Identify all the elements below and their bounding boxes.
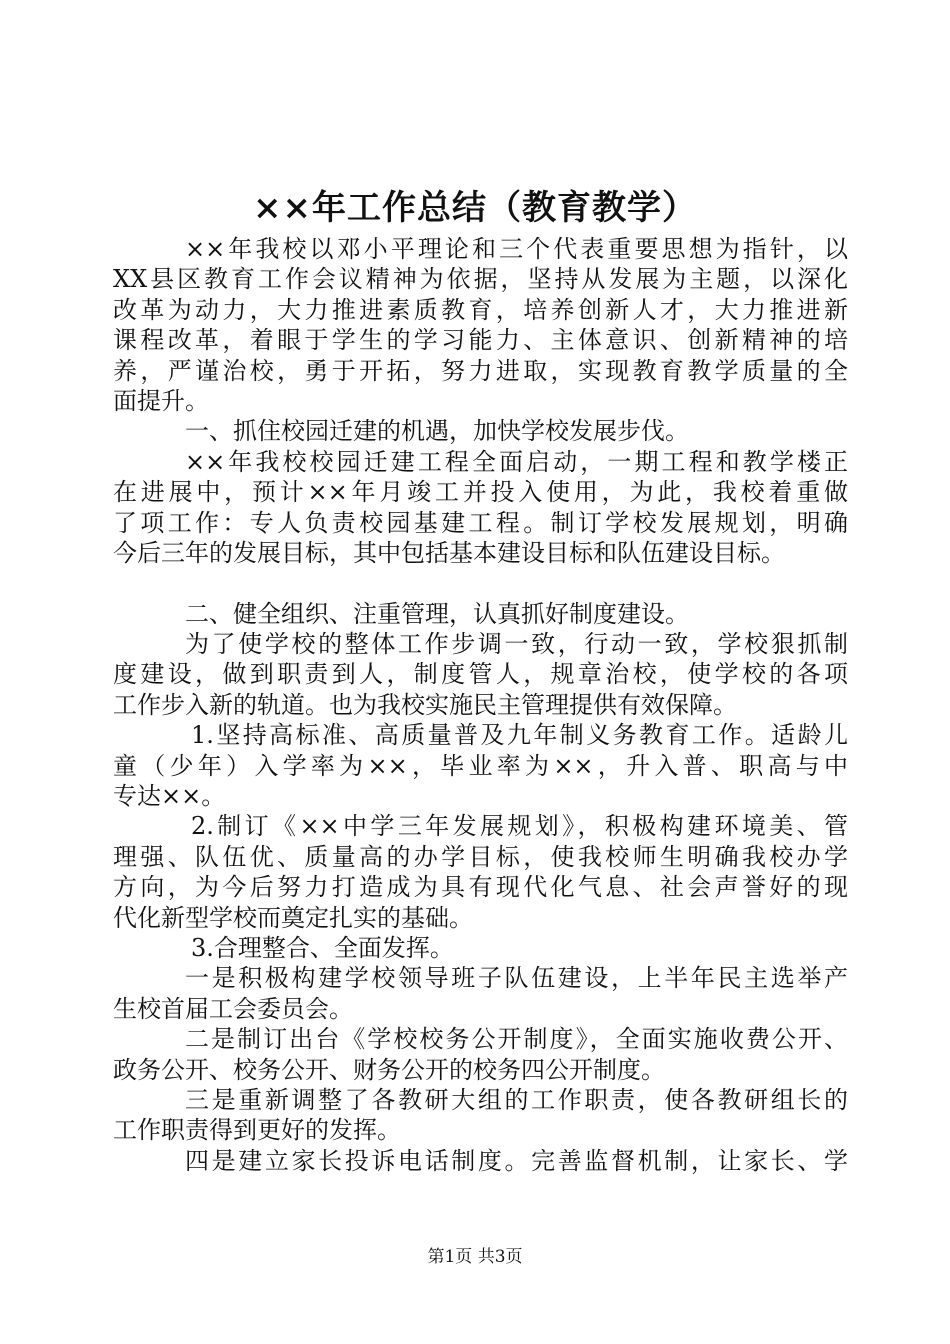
paragraph-line: 课程改革，着眼于学生的学习能力、主体意识、创新精神的培 — [113, 326, 848, 355]
list-item-line: 代化新型学校而奠定扎实的基础。 — [113, 903, 473, 932]
blank-line — [113, 568, 848, 598]
list-item-line: 理强、队伍优、质量高的办学目标，使我校师生明确我校办学 — [113, 842, 848, 871]
paragraph-line: 度建设，做到职责到人，制度管人，规章治校，使学校的各项 — [113, 660, 848, 689]
document-title: ××年工作总结（教育教学） — [253, 188, 697, 228]
document-body — [113, 234, 848, 1176]
paragraph-line: 改革为动力，大力推进素质教育，培养创新人才，大力推进新 — [113, 295, 848, 324]
page-number-footer: 第1页 共3页 — [427, 1247, 523, 1267]
paragraph-line: ××年我校以邓小平理论和三个代表重要思想为指针，以 — [185, 235, 848, 263]
paragraph-line: 工作步入新的轨道。也为我校实施民主管理提供有效保障。 — [113, 690, 737, 719]
paragraph-line: 为了使学校的整体工作步调一致，行动一致，学校狠抓制 — [185, 630, 848, 659]
sub-item-line: 一是积极构建学校领导班子队伍建设，上半年民主选举产 — [185, 964, 848, 993]
list-item-line: 2.制订《××中学三年发展规划》，积极构建环境美、管 — [191, 812, 848, 841]
sub-item-line: 四是建立家长投诉电话制度。完善监督机制，让家长、学 — [185, 1146, 848, 1175]
paragraph-line: 养，严谨治校，勇于开拓，努力进取，实现教育教学质量的全 — [113, 356, 848, 385]
list-item-line: 1.坚持高标准、高质量普及九年制义务教育工作。适龄儿 — [191, 721, 848, 750]
list-item-line: 专达××。 — [113, 782, 226, 811]
section-heading: 一、抓住校园迁建的机遇，加快学校发展步伐。 — [185, 417, 689, 446]
paragraph-line: 了项工作：专人负责校园基建工程。制订学校发展规划，明确 — [113, 508, 848, 537]
sub-item-line: 政务公开、校务公开、财务公开的校务四公开制度。 — [113, 1055, 665, 1084]
list-item-line: 方向，为今后努力打造成为具有现代化气息、社会声誉好的现 — [113, 873, 848, 902]
list-item-line: 3.合理整合、全面发挥。 — [191, 933, 454, 962]
section-heading: 二、健全组织、注重管理，认真抓好制度建设。 — [185, 599, 689, 628]
sub-item-line: 工作职责得到更好的发挥。 — [113, 1116, 401, 1145]
sub-item-line: 三是重新调整了各教研大组的工作职责，使各教研组长的 — [185, 1085, 848, 1114]
paragraph-line: XX县区教育工作会议精神为依据，坚持从发展为主题，以深化 — [113, 265, 848, 294]
paragraph-line: 今后三年的发展目标，其中包括基本建设目标和队伍建设目标。 — [113, 538, 785, 567]
list-item-line: 童（少年）入学率为××，毕业率为××，升入普、职高与中 — [113, 751, 848, 780]
sub-item-line: 二是制订出台《学校校务公开制度》，全面实施收费公开、 — [185, 1025, 848, 1054]
sub-item-line: 生校首届工会委员会。 — [113, 994, 353, 1023]
paragraph-line: 面提升。 — [113, 386, 209, 415]
paragraph-line: ××年我校校园迁建工程全面启动，一期工程和教学楼正 — [185, 447, 848, 476]
paragraph-line: 在进展中，预计××年月竣工并投入使用，为此，我校着重做 — [113, 478, 848, 507]
